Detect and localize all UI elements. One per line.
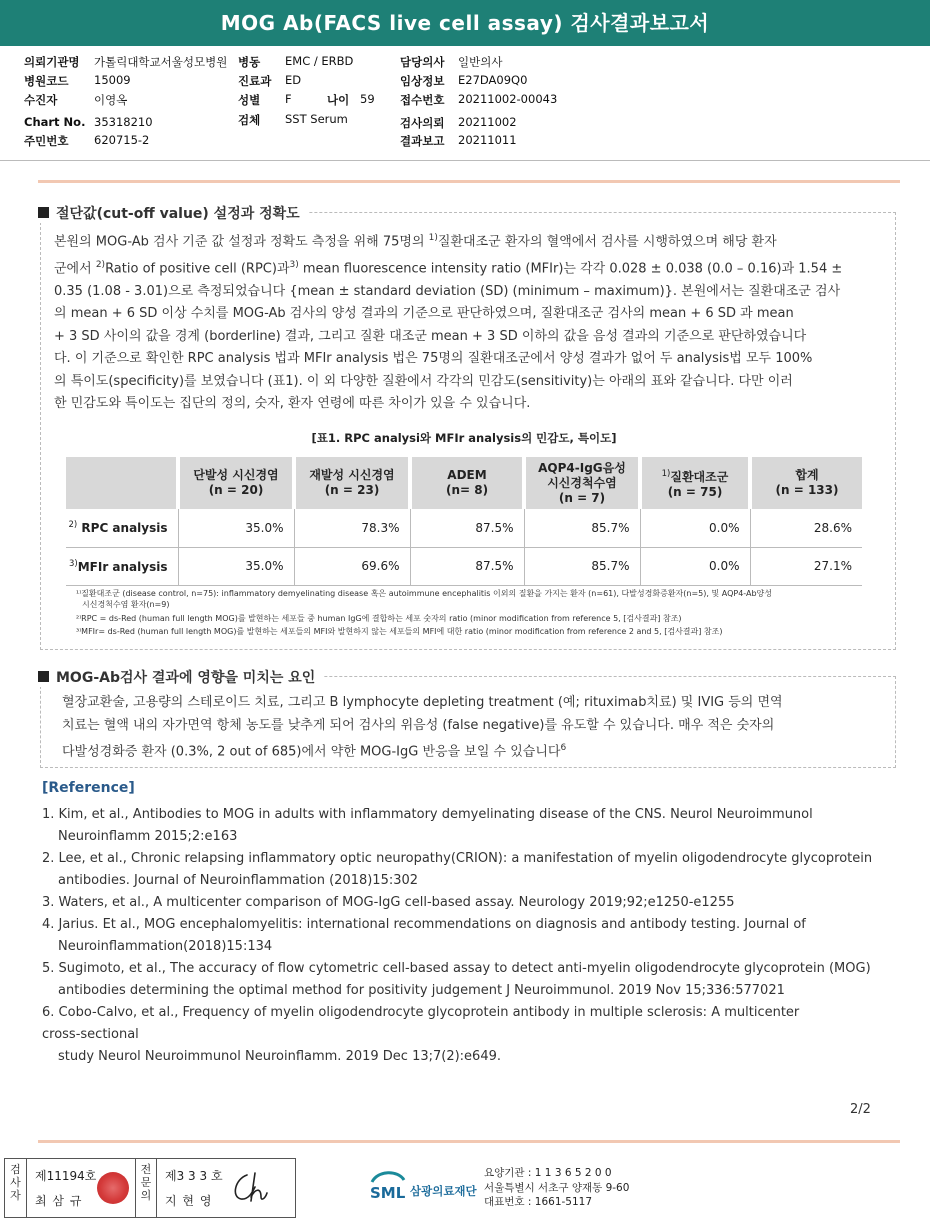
- report-title: MOG Ab(FACS live cell assay) 검사결과보고서: [0, 0, 930, 46]
- table-cell: 85.7%: [524, 509, 640, 547]
- sex-value: F: [285, 92, 292, 106]
- col-header-disease-control: $^{1)}$질환대조군 (n = 75): [640, 457, 750, 509]
- patient-info-block: [24, 54, 904, 154]
- square-bullet-icon: [38, 207, 49, 218]
- section2-paragraph: [62, 691, 882, 763]
- footnote-2: ²⁾RPC = ds-Red (human full length MOG)를 발현하는 세포들 중 human IgG에 결합하는 세포 숫자의 ratio (minor modification from reference 5, [검사결과] 참조): [76, 614, 682, 623]
- table-cell: 35.0%: [178, 547, 294, 585]
- table-cell: 28.6%: [750, 509, 862, 547]
- section1-heading: [38, 203, 308, 223]
- page-number: 2/2: [850, 1102, 871, 1117]
- examinee-value: 이영옥: [94, 93, 128, 107]
- ward-label: 병동: [238, 55, 261, 69]
- svg-text:SML: SML: [370, 1184, 406, 1202]
- square-bullet-icon: [38, 671, 49, 682]
- hospital-code-value: 15009: [94, 73, 131, 87]
- sensitivity-table: [66, 457, 862, 586]
- doctor-value: 일반의사: [458, 55, 503, 69]
- s2-line: 다발성경화증 환자 (0.3%, 2 out of 685)에서 약한 MOG-IgG 반응을 보일 수 있습니다$^6$: [62, 743, 567, 760]
- bottom-peach-rule: [38, 1140, 900, 1143]
- specimen-label: 검체: [238, 113, 261, 127]
- age-value: 59: [360, 92, 375, 106]
- reference-item: 6. Cobo-Calvo, et al., Frequency of myelin oligodendrocyte glycoprotein antibody in multiple sclerosis: A multicenter: [42, 1005, 800, 1020]
- table-cell: 85.7%: [524, 547, 640, 585]
- s1-line: 의 mean + 6 SD 이상 수치를 MOG-Ab 검사의 양성 결과의 기준으로 판단하였으며, 질환대조군 검사의 mean + 6 SD 과 mean: [54, 306, 794, 322]
- col-header-aqp4-negative-nmo: AQP4-IgG음성 시신경척수염 (n = 7): [524, 457, 640, 509]
- s1-line: 다. 이 기준으로 확인한 RPC analysis 법과 MFIr analysis 법은 75명의 질환대조군에서 양성 결과가 없어 두 analysis법 모두 100%: [54, 351, 813, 367]
- table-row-mfir: [66, 547, 862, 585]
- specimen-value: SST Serum: [285, 112, 348, 126]
- reference-item-cont: Neuroinflammation(2018)15:134: [58, 939, 273, 954]
- examinee-label: 수진자: [24, 93, 58, 107]
- ward-value: EMC / ERBD: [285, 54, 354, 68]
- s1-line: 0.35 (1.08 - 3.01)으로 측정되었습니다 {mean ± standard deviation (SD) (minimum – maximum)}. 본원에서는 질환대조군 검사: [54, 283, 841, 299]
- section1-paragraph: [54, 227, 884, 416]
- chart-no-label: Chart No.: [24, 115, 86, 129]
- section2-heading-text: MOG-Ab검사 결과에 영향을 미치는 요인: [56, 670, 316, 686]
- receipt-label: 접수번호: [400, 93, 445, 107]
- footnote-1-cont: 시신경척수염 환자(n=9): [82, 600, 170, 609]
- table-cell: 78.3%: [294, 509, 410, 547]
- reference-item-cont: antibodies determining the optimal method for positivity judgement J Neuroimmunol. 2019 Nov 15;336:577021: [58, 983, 785, 998]
- age-label: 나이: [327, 93, 350, 107]
- report-date-label: 결과보고: [400, 134, 445, 148]
- department-label: 진료과: [238, 74, 272, 88]
- clinical-info-label: 임상정보: [400, 74, 445, 88]
- doctor-label: 담당의사: [400, 55, 445, 69]
- department-value: ED: [285, 73, 302, 87]
- s2-line: 치료는 혈액 내의 자가면역 항체 농도를 낮추게 되어 검사의 위음성 (false negative)를 유도할 수 있습니다. 매우 적은 숫자의: [62, 718, 775, 733]
- request-date-label: 검사의뢰: [400, 116, 445, 130]
- section2-heading: [38, 667, 323, 687]
- clinical-info-value: E27DA09Q0: [458, 73, 528, 87]
- foundation-name: 삼광의료재단: [410, 1184, 477, 1198]
- signature-icon: [227, 1167, 271, 1207]
- header-divider: [0, 160, 930, 161]
- specialist-name: 지 현 영: [165, 1194, 213, 1208]
- col-header-recurrent-optic-neuritis: 재발성 시신경염 (n = 23): [294, 457, 410, 509]
- institution-label: 의뢰기관명: [24, 55, 80, 69]
- institution-value: 가톨릭대학교서울성모병원: [94, 55, 228, 69]
- row-header-mfir: $^{3)}$MFIr analysis: [66, 547, 178, 585]
- sml-logo-icon: [368, 1168, 408, 1204]
- examiner-license: 제11194호: [35, 1169, 97, 1183]
- examiner-name: 최 삼 규: [35, 1194, 83, 1208]
- reference-item-cont: Neuroinflamm 2015;2:e163: [58, 829, 238, 844]
- reference-item: 1. Kim, et al., Antibodies to MOG in adults with inflammatory demyelinating disease of the CNS. Neurol Neuroimmunol: [42, 807, 813, 822]
- s1-line: 본원의 MOG-Ab 검사 기준 값 설정과 정확도 측정을 위해 75명의 $^{1)}$질환대조군 환자의 혈액에서 검사를 시행하였으며 해당 환자: [54, 233, 777, 250]
- section1-heading-text: 절단값(cut-off value) 설정과 정확도: [56, 206, 300, 222]
- resident-id-label: 주민번호: [24, 134, 69, 148]
- footnote-3: ³⁾MFIr= ds-Red (human full length MOG)를 발현하는 세포들의 MFI와 발현하지 않는 세포들의 MFI에 대한 ratio (minor modification from reference 2 and 5, [검사결과] 참조): [76, 627, 723, 636]
- report-date-value: 20211011: [458, 133, 517, 147]
- footnote-1: ¹⁾질환대조군 (disease control, n=75): inflammatory demyelinating disease 혹은 autoimmune encephalitis 이외의 질환을 가지는 환자 (n=61), 다발성경화증환자(n=5), 및 AQP4-Ab양성: [76, 589, 772, 598]
- reference-heading: [Reference]: [42, 780, 135, 796]
- seal-stamp-icon: [97, 1172, 129, 1204]
- receipt-value: 20211002-00043: [458, 92, 558, 106]
- examiner-vertical-label: 검 사 자: [5, 1159, 27, 1217]
- col-header-total: 합계 (n = 133): [750, 457, 862, 509]
- reference-item: 4. Jarius. Et al., MOG encephalomyelitis: international recommendations on diagnosis and antibody testing. Journal of: [42, 917, 806, 932]
- row-header-rpc: $^{2)}$ RPC analysis: [66, 509, 178, 547]
- table-row-rpc: [66, 509, 862, 547]
- table-cell: 35.0%: [178, 509, 294, 547]
- table1-caption: [표1. RPC analysi와 MFIr analysis의 민감도, 특이도]: [311, 431, 617, 445]
- hospital-code-line: 요양기관 : 1 1 3 6 5 2 0 0: [484, 1167, 612, 1179]
- request-date-value: 20211002: [458, 115, 517, 129]
- table-cell: 87.5%: [410, 509, 524, 547]
- hospital-address-line: 서울특별시 서초구 양재동 9-60: [484, 1181, 630, 1194]
- hospital-code-label: 병원코드: [24, 74, 69, 88]
- specialist-vertical-label: 전 문 의: [135, 1159, 157, 1217]
- chart-no-value: 35318210: [94, 115, 153, 129]
- header-empty-cell: [66, 457, 178, 509]
- hospital-info: [484, 1166, 629, 1210]
- reference-item-cont: antibodies. Journal of Neuroinflammation (2018)15:302: [58, 873, 419, 888]
- s1-line: 한 민감도와 특이도는 집단의 정의, 숫자, 환자 연령에 따른 차이가 있을 수 있습니다.: [54, 396, 531, 412]
- reference-item: 5. Sugimoto, et al., The accuracy of flow cytometric cell-based assay to detect anti-myelin oligodendrocyte glycoprotein (MOG): [42, 961, 871, 976]
- col-header-single-optic-neuritis: 단발성 시신경염 (n = 20): [178, 457, 294, 509]
- table-cell: 27.1%: [750, 547, 862, 585]
- s1-line: + 3 SD 사이의 값을 경계 (borderline) 결과, 그리고 질환 대조군 mean + 3 SD 이하의 값을 음성 결과의 기준으로 판단하였습니다: [54, 328, 807, 344]
- table-cell: 0.0%: [640, 547, 750, 585]
- col-header-adem: ADEM (n= 8): [410, 457, 524, 509]
- specialist-license: 제3 3 3 호: [165, 1169, 223, 1183]
- top-peach-rule: [38, 180, 900, 183]
- reference-item: 3. Waters, et al., A multicenter comparison of MOG-IgG cell-based assay. Neurology 2019;92;e1250-e1255: [42, 895, 735, 910]
- s2-line: 혈장교환술, 고용량의 스테로이드 치료, 그리고 B lymphocyte depleting treatment (예; rituximab치료) 및 IVIG 등의 면역: [62, 695, 783, 710]
- table-header-row: [66, 457, 862, 509]
- table-cell: 87.5%: [410, 547, 524, 585]
- signature-stamp-box: [4, 1158, 296, 1218]
- hospital-phone-line: 대표번호 : 1661-5117: [484, 1196, 593, 1208]
- table-cell: 69.6%: [294, 547, 410, 585]
- resident-id-value: 620715-2: [94, 133, 150, 147]
- reference-list: [42, 804, 892, 1068]
- table-cell: 0.0%: [640, 509, 750, 547]
- reference-item-cont: study Neurol Neuroimmunol Neuroinflamm. 2019 Dec 13;7(2):e649.: [58, 1049, 502, 1064]
- reference-item-cont: cross-sectional: [42, 1027, 139, 1042]
- s1-line: 군에서 $^{2)}$Ratio of positive cell (RPC)과$^{3)}$ mean fluorescence intensity ratio (MFIr)는 각각 0.028 ± 0.038 (0.0 – 0.16)과 1.54 ±: [54, 259, 843, 277]
- reference-item: 2. Lee, et al., Chronic relapsing inflammatory optic neuropathy(CRION): a manifestation of myelin oligodendrocyte glycoprotein: [42, 851, 873, 866]
- sex-label: 성별: [238, 93, 261, 107]
- s1-line: 의 특이도(specificity)를 보였습니다 (표1). 이 외 다양한 질환에서 각각의 민감도(sensitivity)는 아래의 표와 같습니다. 다만 이러: [54, 373, 793, 389]
